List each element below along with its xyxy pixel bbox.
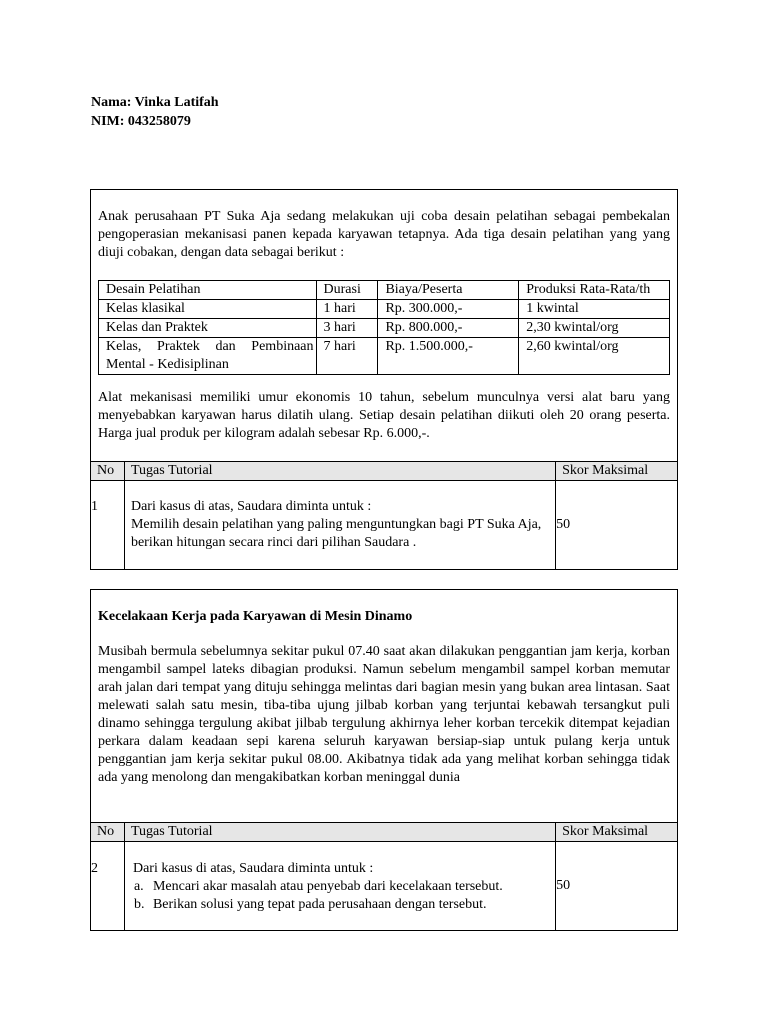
table-cell: Rp. 300.000,- [378,300,519,319]
case1-intro: Anak perusahaan PT Suka Aja sedang melakukan uji coba desain pelatihan sebagai pembekalan pengoperasian mekanisasi panen kepada karyawan tetapnya. Ada tiga desain pelatihan yang yang diuji cobakan, dengan data sebagai berikut : [98,209,670,260]
table-header-row [99,281,670,300]
table-row [99,319,670,338]
column-header: No [91,823,125,842]
column-header: Tugas Tutorial [124,823,555,842]
table-row [99,338,670,375]
list-item-text: Mencari akar masalah atau penyebab dari kecelakaan tersebut. [152,879,503,894]
student-name: Nama: Vinka Latifah [91,95,219,110]
table-cell: 2,30 kwintal/org [519,319,670,338]
table-cell: Kelas, Praktek dan Pembinaan Mental - Kedisiplinan [99,338,317,375]
column-header: Durasi [316,281,378,300]
task-table-1 [90,461,678,570]
column-header: No [91,462,125,481]
training-design-table [98,280,670,375]
task-intro: Dari kasus di atas, Saudara diminta untuk : [132,861,374,876]
task-description [124,842,555,931]
task-number: 1 [91,481,125,570]
task-header-row [91,462,678,481]
table-row [99,300,670,319]
list-item-text: Berikan solusi yang tepat pada perusahaan dengan tersebut. [152,897,487,912]
task-number: 2 [91,842,125,931]
table-cell: Kelas klasikal [99,300,317,319]
table-cell: Kelas dan Praktek [99,319,317,338]
case2-body: Musibah bermula sebelumnya sekitar pukul 07.40 saat akan dilakukan penggantian jam kerja, korban mengambil sampel lateks dibagian produksi. Namun sebelum mengambil sampel korban memutar arah jalan dari tempat yang dituju sehingga melintas dari bagian mesin yang bukan area lintasan. Saat melewati salah satu mesin, tiba-tiba ujung jilbab korban yang terjuntai kebawah tersangkut puli dinamo sehingga tergulung akibat jilbab tergulung akhirnya leher korban tercekik ditempat kejadian perkara dalam keadaan sepi karena seluruh karyawan bersiap-siap untuk pulang kerja untuk penggantian jam kerja sekitar pukul 08.00. Akibatnya tidak ada yang melihat korban sehingga tidak ada yang menolong dan mengakibatkan korban meninggal dunia [98,644,670,785]
column-header: Desain Pelatihan [99,281,317,300]
column-header: Produksi Rata-Rata/th [519,281,670,300]
student-nim: NIM: 043258079 [91,114,191,129]
task-score: 50 [556,842,678,931]
table-cell: 7 hari [316,338,378,375]
table-cell: 2,60 kwintal/org [519,338,670,375]
column-header: Skor Maksimal [556,462,678,481]
column-header: Skor Maksimal [556,823,678,842]
column-header: Biaya/Peserta [378,281,519,300]
task-row [91,842,678,931]
task-description [124,481,555,570]
task-items [133,878,551,914]
task-table-2 [90,822,678,931]
task-intro: Dari kasus di atas, Saudara diminta untuk : [130,499,372,514]
task-score: 50 [556,481,678,570]
task-body: Memilih desain pelatihan yang paling menguntungkan bagi PT Suka Aja, berikan hitungan secara rinci dari pilihan Saudara . [130,517,542,550]
table-cell: Rp. 800.000,- [378,319,519,338]
table-cell: Rp. 1.500.000,- [378,338,519,375]
task-row [91,481,678,570]
task-header-row [91,823,678,842]
list-marker: a. [133,879,144,894]
column-header: Tugas Tutorial [124,462,555,481]
table-cell: 1 hari [316,300,378,319]
case1-note: Alat mekanisasi memiliki umur ekonomis 10 tahun, sebelum munculnya versi alat baru yang menyebabkan karyawan harus dilatih ulang. Setiap desain pelatihan diikuti oleh 20 orang peserta. Harga jual produk per kilogram adalah sebesar Rp. 6.000,-. [98,390,670,441]
list-item [133,896,551,914]
list-marker: b. [133,897,145,912]
case2-title: Kecelakaan Kerja pada Karyawan di Mesin Dinamo [98,609,413,624]
table-cell: 3 hari [316,319,378,338]
list-item [133,878,551,896]
table-cell: 1 kwintal [519,300,670,319]
